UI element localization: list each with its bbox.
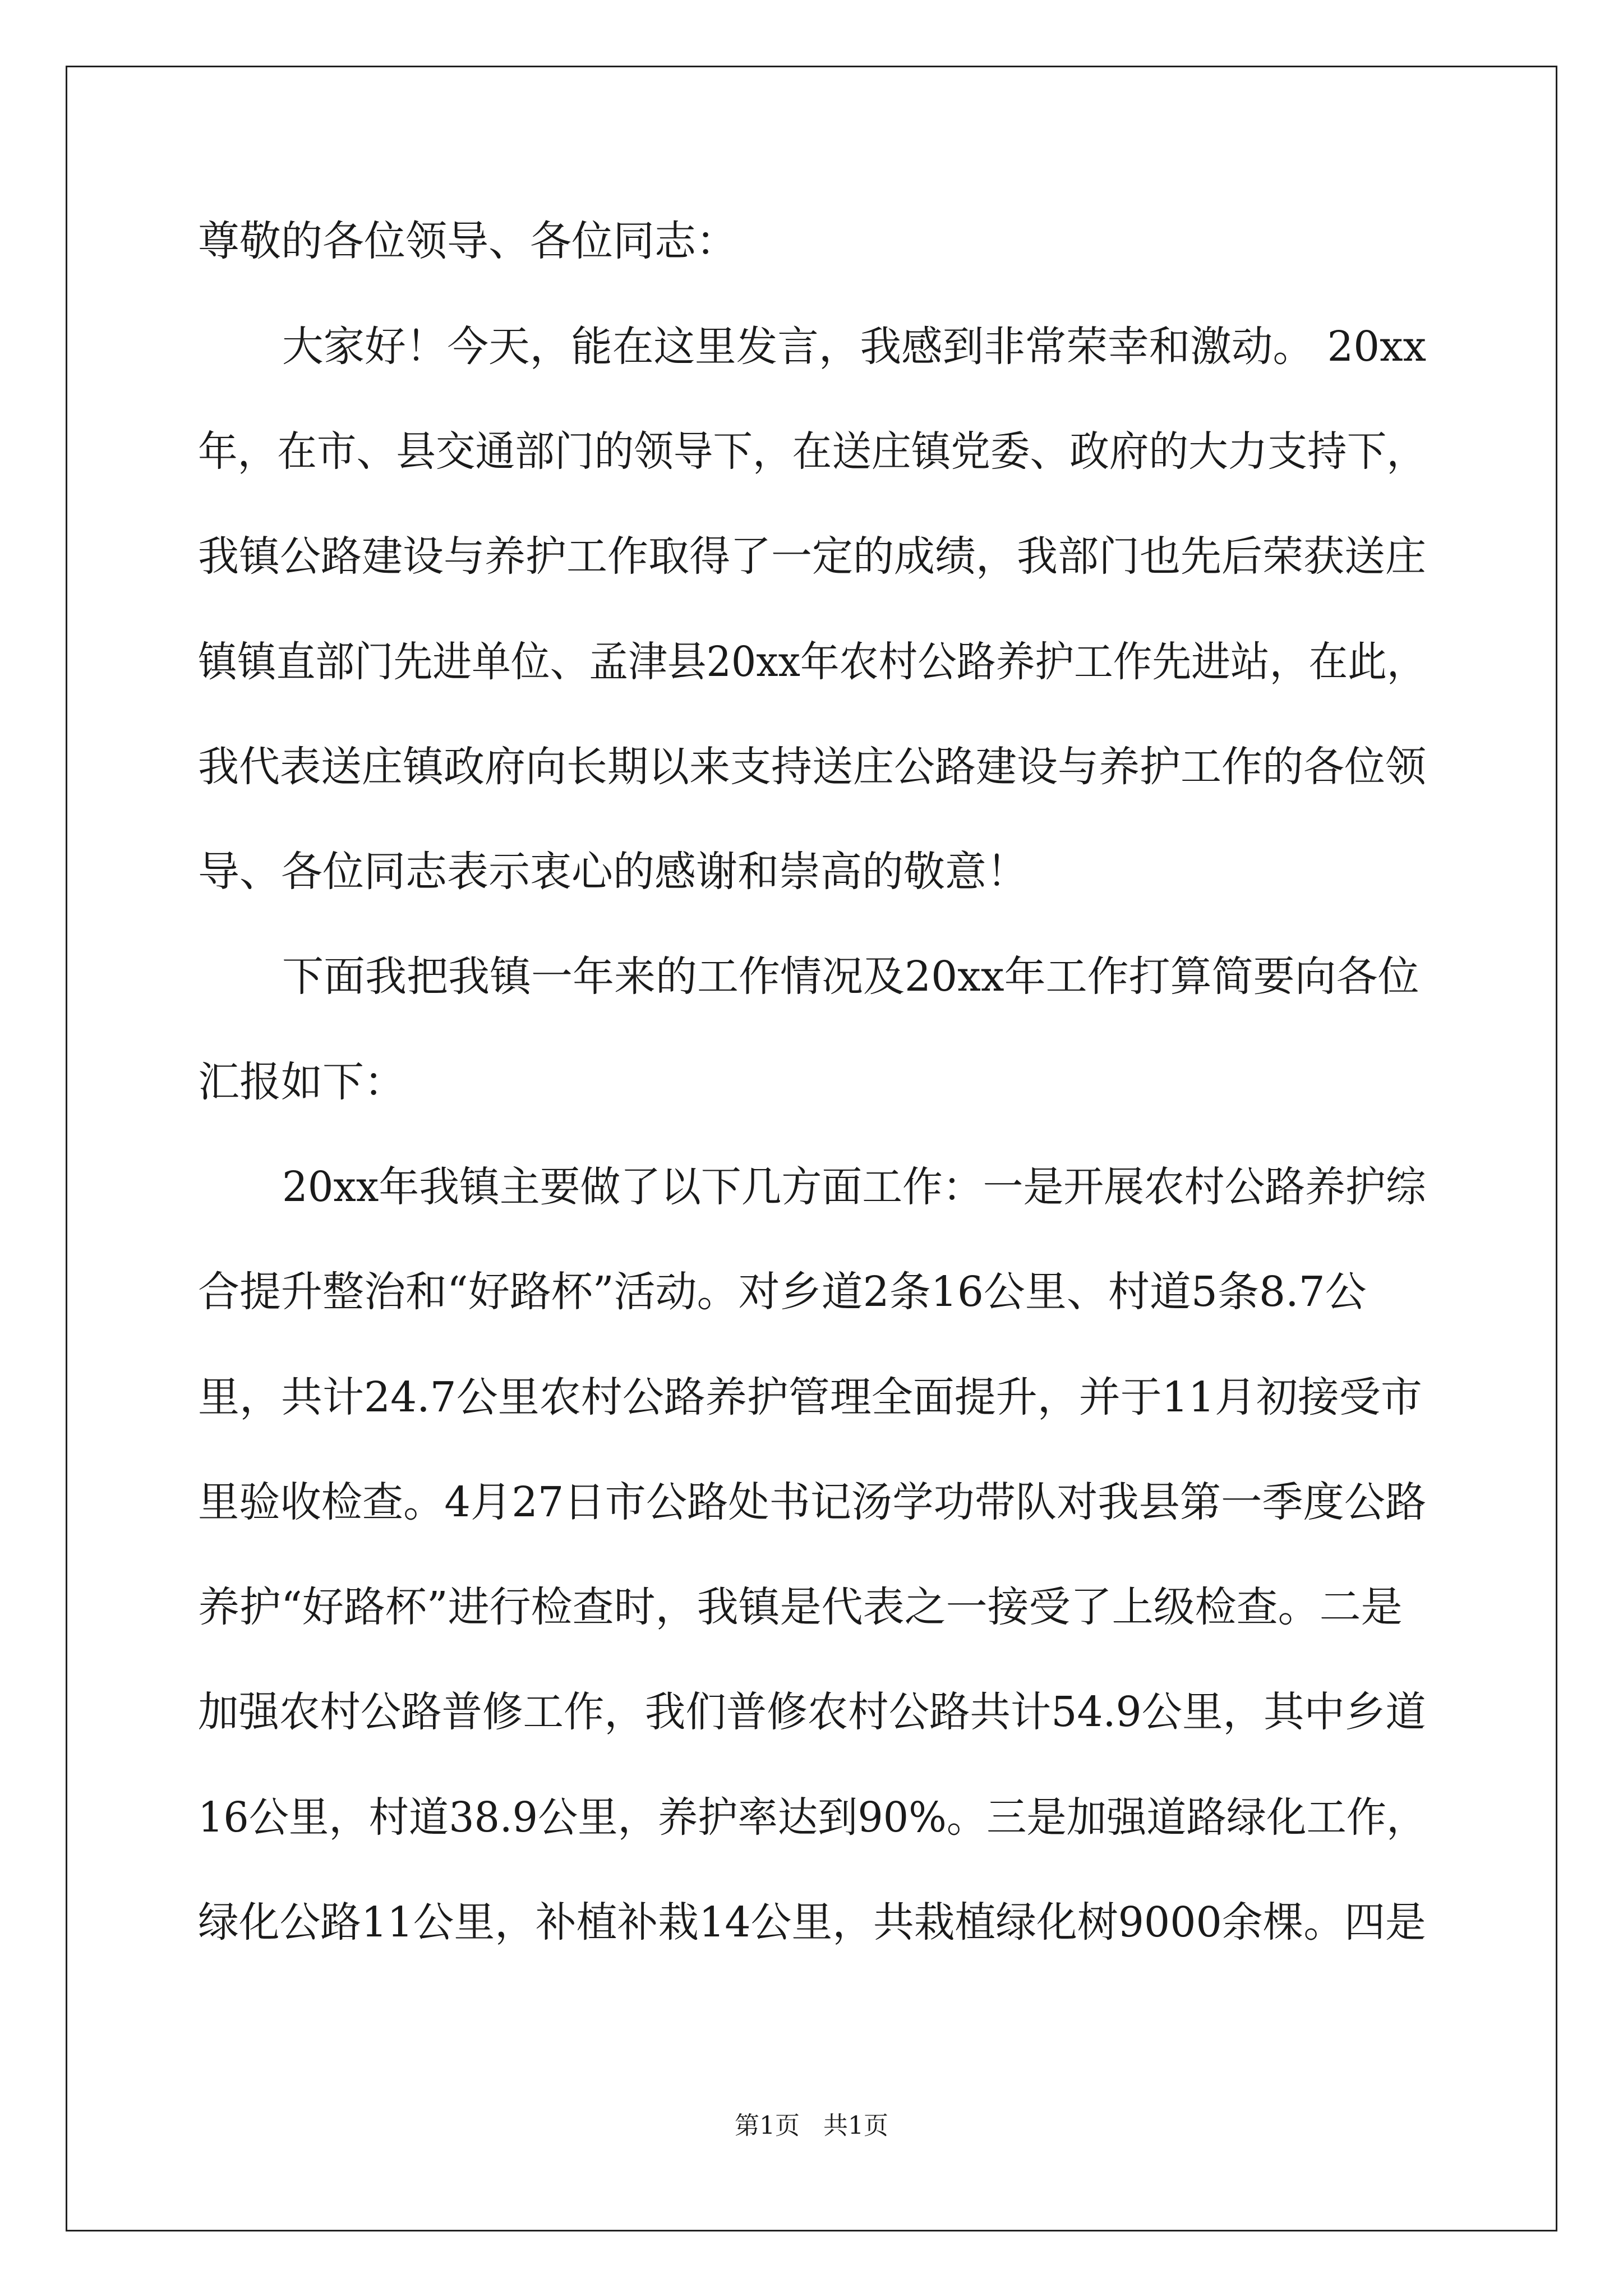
text-line: 绿化公路11公里，补植补栽14公里，共栽植绿化树9000余棵。四是 (198, 1898, 1426, 1947)
text-line: 导、各位同志表示衷心的感谢和崇高的敬意！ (198, 848, 1028, 896)
text-line: 养护“好路杯”进行检查时，我镇是代表之一接受了上级检查。二是 (198, 1583, 1403, 1631)
text-line: 下面我把我镇一年来的工作情况及20xx年工作打算简要向各位 (282, 953, 1419, 1001)
text-line: 加强农村公路普修工作，我们普修农村公路共计54.9公里，其中乡道 (198, 1688, 1426, 1736)
text-line: 里，共计24.7公里农村公路养护管理全面提升，并于11月初接受市 (198, 1373, 1422, 1421)
text-line: 合提升整治和“好路杯”活动。对乡道2条16公里、村道5条8.7公 (198, 1268, 1367, 1316)
text-line: 16公里，村道38.9公里，养护率达到90%。三是加强道路绿化工作， (198, 1793, 1427, 1842)
text-line: 大家好！今天，能在这里发言，我感到非常荣幸和激动。 20xx (282, 323, 1427, 371)
text-line: 我镇公路建设与养护工作取得了一定的成绩，我部门也先后荣获送庄 (198, 532, 1426, 581)
text-line: 里验收检查。4月27日市公路处书记汤学功带队对我县第一季度公路 (198, 1478, 1427, 1526)
text-line: 镇镇直部门先进单位、孟津县20xx年农村公路养护工作先进站，在此， (198, 638, 1426, 686)
text-line: 我代表送庄镇政府向长期以来支持送庄公路建设与养护工作的各位领 (198, 743, 1426, 791)
page-footer: 第1页 共1页 (735, 2111, 888, 2140)
text-line: 年，在市、县交通部门的领导下，在送庄镇党委、政府的大力支持下， (198, 427, 1426, 476)
text-line: 汇报如下： (198, 1058, 405, 1106)
text-line: 20xx年我镇主要做了以下几方面工作：一是开展农村公路养护综 (282, 1163, 1426, 1211)
text-line: 尊敬的各位领导、各位同志： (198, 217, 737, 265)
